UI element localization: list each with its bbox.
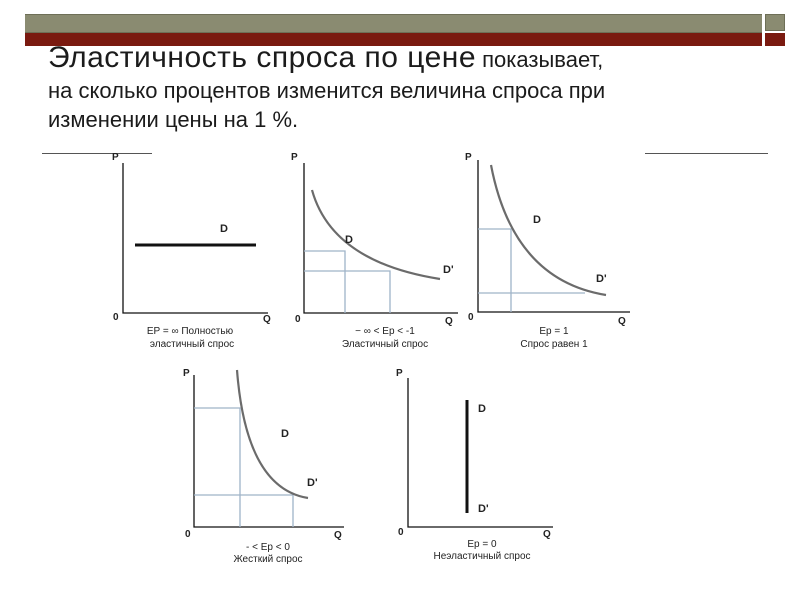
graph-3-origin: 0 [468,312,474,323]
graph-1-caption-1: EP = ∞ Полностью [146,326,234,337]
graph-2-d-label: D [345,234,353,246]
graph-5-q-label: Q [543,529,551,540]
graph-3-d-label: D [533,214,541,226]
graph-4-demand-curve [237,370,308,498]
graph-5-d-label: D [478,403,486,415]
graph-5-origin: 0 [398,527,404,538]
graph-4-guides [194,408,293,527]
graph-3-caption-1: Ep = 1 [539,326,569,337]
graph-2-caption-2: Эластичный спрос [341,339,429,350]
graph-2-caption-1: − ∞ < Ep < -1 [355,326,415,337]
graph-2-p-label: P [291,152,298,163]
graph-4-origin: 0 [185,529,191,540]
title-line-3: изменении цены на 1 %. [48,106,299,132]
graph-3-q-label: Q [618,316,626,327]
graph-4-caption-1: - < Ep < 0 [246,542,290,553]
graph-1-q-label: Q [263,314,271,325]
graph-4-d-label: D [281,428,289,440]
graph-4-q-label: Q [334,530,342,541]
graph-3-d2-label: D' [596,273,607,285]
graph-4-axes [194,375,344,527]
graph-1-p-label: P [112,152,119,163]
graph-4-caption-2: Жесткий спрос [233,554,303,565]
graph-inelastic [183,368,344,565]
title-rest: показывает, [476,47,604,72]
graph-4-p-label: P [183,368,190,379]
graph-2-origin: 0 [295,314,301,325]
graph-3-caption-2: Спрос равен 1 [520,339,588,350]
graph-2-q-label: Q [445,316,453,327]
graph-5-caption-1: Ep = 0 [467,539,497,550]
graph-5-caption-2: Неэластичный спрос [433,551,531,562]
graph-2-demand-curve [312,190,440,279]
graph-1-origin: 0 [113,312,119,323]
graph-elastic [291,152,458,350]
graph-1-d-label: D [220,223,228,235]
title-lead: Эластичность спроса по цене [48,41,477,74]
graph-3-guides [478,229,585,312]
graph-2-d2-label: D' [443,264,454,276]
title-line-2: на сколько процентов изменится величина спроса при [48,78,606,103]
graph-5-d2-label: D' [478,503,489,515]
graph-3-axes [478,160,630,312]
graph-3-demand-curve [491,165,606,295]
graph-5-p-label: P [396,368,403,379]
graph-3-p-label: P [465,152,472,163]
graph-4-d2-label: D' [307,477,318,489]
graph-1-axes [123,163,268,313]
graph-1-caption-2: эластичный спрос [149,339,235,350]
graph-perfectly-elastic [112,152,271,350]
graph-2-axes [304,163,458,313]
graph-perfectly-inelastic [396,368,553,562]
graph-unit-elastic [465,152,630,350]
